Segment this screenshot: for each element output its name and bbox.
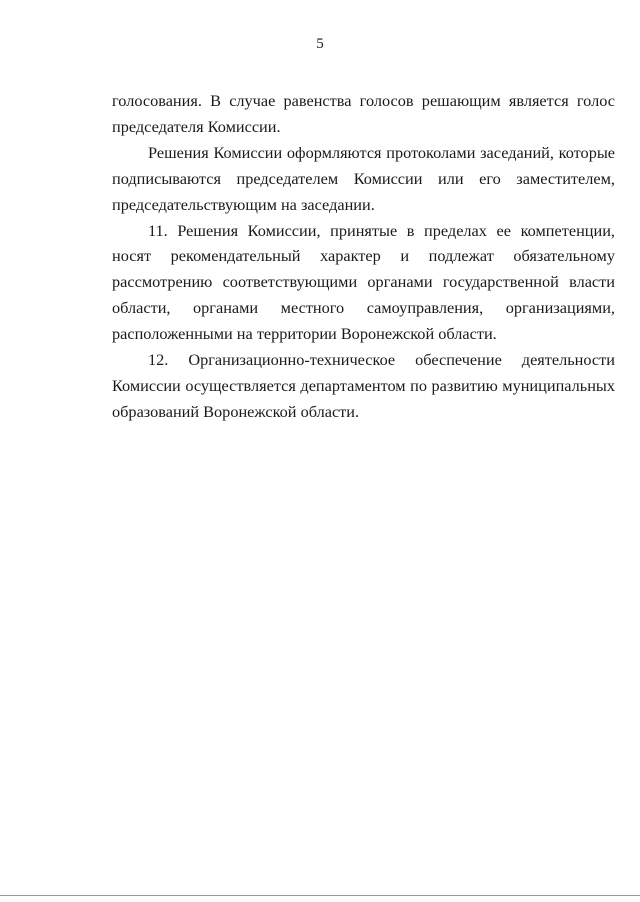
paragraph-protocols: Решения Комиссии оформляются протоколами заседаний, которые подписываются председателем Комиссии или его заместителем, председательствующим на заседании.: [112, 142, 615, 214]
page-number: 5: [316, 36, 324, 52]
page-bottom-divider: [0, 895, 640, 896]
document-body: [112, 88, 615, 425]
paragraph-voting-continuation: голосования. В случае равенства голосов решающим является голос председателя Комиссии.: [112, 91, 615, 136]
paragraph-item-12: 12. Организационно-техническое обеспечение деятельности Комиссии осуществляется департаментом по развитию муниципальных образований Воронежской области.: [112, 350, 615, 421]
paragraph-item-11: 11. Решения Комиссии, принятые в пределах ее компетенции, носят рекомендательный характер и подлежат обязательному рассмотрению соответствующими органами государственной власти области, органами местного самоуправления, организациями, расположенными на территории Воронежской области.: [112, 220, 615, 344]
